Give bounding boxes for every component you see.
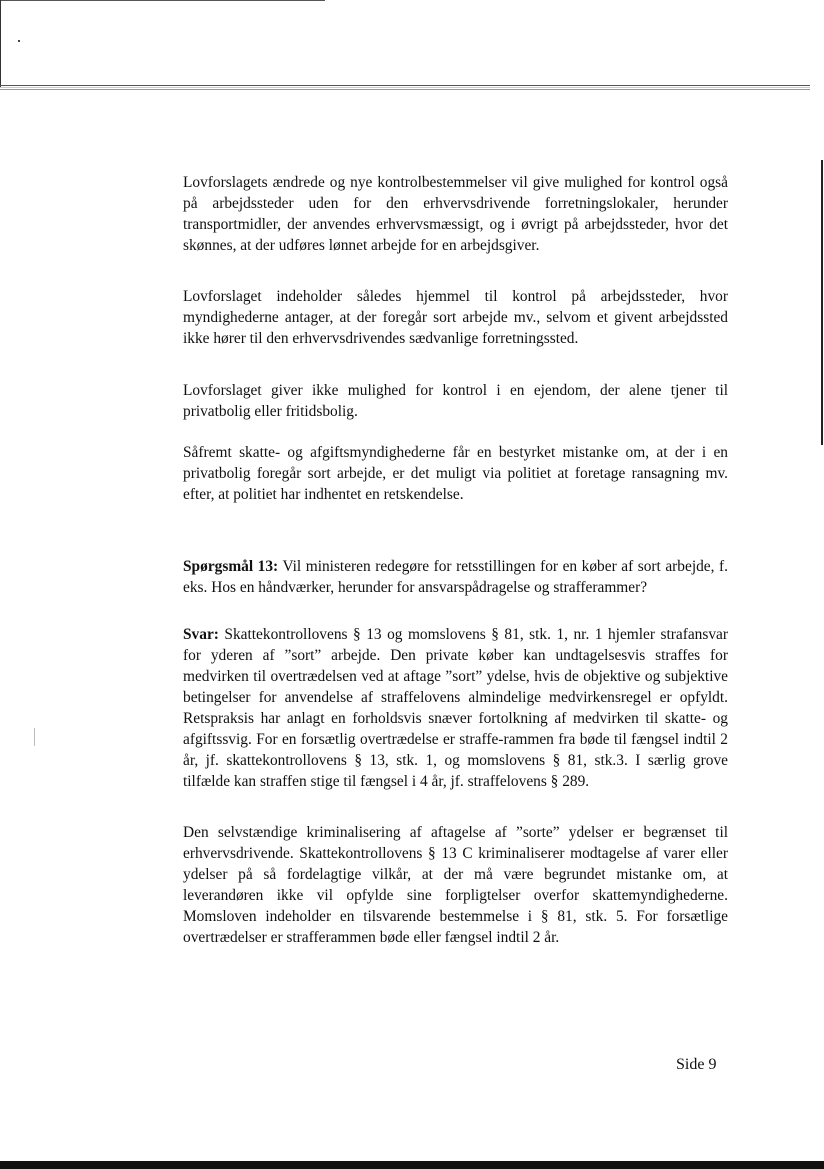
question-13 <box>183 556 728 598</box>
scan-top-rule <box>0 0 325 1</box>
scan-speck <box>18 40 20 42</box>
question-text: Vil ministeren redegøre for retsstillingen for en køber af sort arbejde, f. eks. Hos en håndværker, herunder for ansvarspådragelse og strafferammer? <box>183 558 728 596</box>
paragraph-police-search: Såfremt skatte- og afgiftsmyndighederne får en bestyrket mistanke om, at der i en privatbolig foregår sort arbejde, er det muligt via politiet at foretage ransagning mv. efter, at politiet har indhentet en retskendelse. <box>183 444 728 503</box>
answer <box>183 624 728 792</box>
scan-left-rule <box>0 0 1 88</box>
scan-margin-mark <box>34 728 35 746</box>
question-label: Spørgsmål 13: <box>183 558 279 575</box>
paragraph-private-residence: Lovforslaget giver ikke mulighed for kontrol i en ejendom, der alene tjener til privatbolig eller fritidsbolig. <box>183 382 728 420</box>
paragraph-control-authority: Lovforslaget indeholder således hjemmel til kontrol på arbejdssteder, hvor myndighederne antager, at der foregår sort arbejde mv., selvom et givent arbejdssted ikke hører til den erhvervsdrivendes sædvanlige forretningssted. <box>183 288 728 347</box>
scan-bottom-edge <box>0 1161 824 1169</box>
scan-right-edge <box>821 160 823 445</box>
page-number: Side 9 <box>676 1056 717 1073</box>
paragraph-independent-criminalisation: Den selvstændige kriminalisering af aftagelse af ”sorte” ydelser er begrænset til erhvervsdrivende. Skattekontrollovens § 13 C kriminaliserer modtagelse af varer eller ydelser på så fordelagtige vilkår, at der må være begrundet mistanke om, at leverandøren ikke vil opfylde sine forpligtelser overfor skattemyndighederne. Momsloven indeholder en tilsvarende bestemmelse i § 81, stk. 5. For forsætlige overtrædelser er strafferammen bøde eller fængsel indtil 2 år. <box>183 824 728 946</box>
header-rule <box>0 85 810 90</box>
answer-text: Skattekontrollovens § 13 og momslovens § 81, stk. 1, nr. 1 hjemler strafansvar for yderen af ”sort” arbejde. Den private køber kan undtagelsesvis straffes for medvirken til overtrædelsen ved at aftage ”sort” ydelse, hvis de objektive og subjektive betingelser for anvendelse af straffelovens almindelige medvirkensregel er opfyldt. Retspraksis har anlagt en forholdsvis snæver fortolkning af medvirken til skatte- og afgiftssvig. For en forsætlig overtrædelse er straffe-rammen fra bøde til fængsel indtil 2 år, jf. skattekontrollovens § 13, stk. 1, og momslovens § 81, stk.3. I særlig grove tilfælde kan straffen stige til fængsel i 4 år, jf. straffelovens § 289. <box>183 626 728 790</box>
answer-label: Svar: <box>183 626 219 643</box>
paragraph-control-workplaces: Lovforslagets ændrede og nye kontrolbestemmelser vil give mulighed for kontrol også på arbejdssteder uden for den erhvervsdrivende forretningslokaler, herunder transportmidler, der anvendes erhvervsmæssigt, og i øvrigt på arbejdssteder, hvor det skønnes, at der udføres lønnet arbejde for en arbejdsgiver. <box>183 174 728 254</box>
